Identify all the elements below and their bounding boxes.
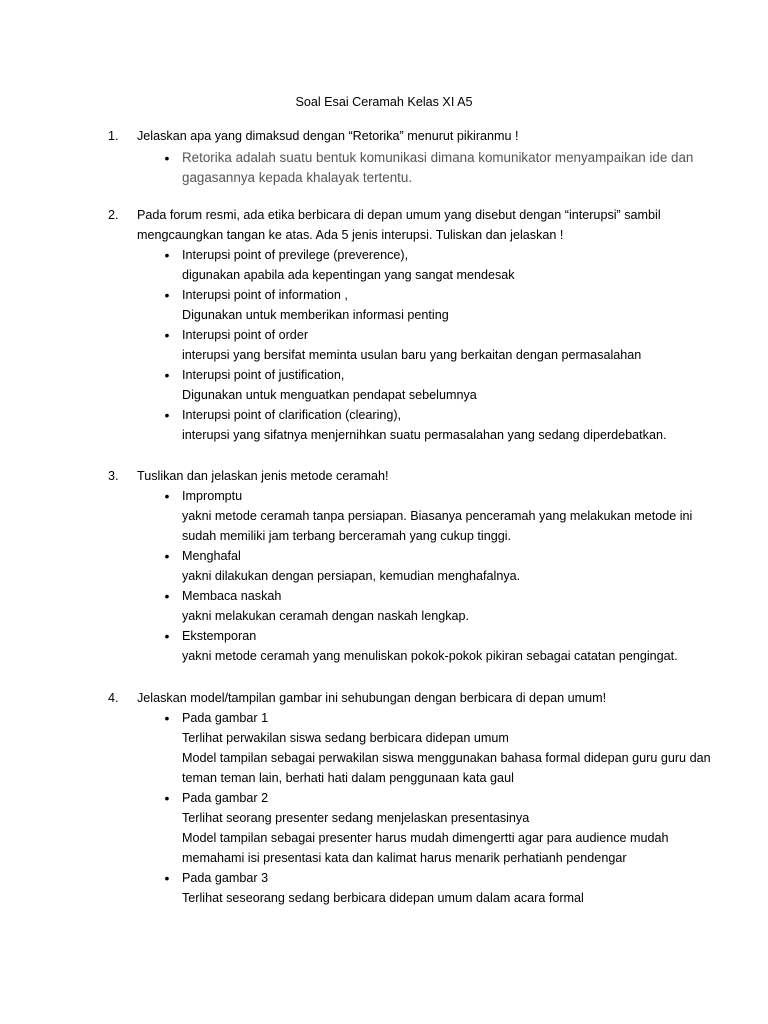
item-heading: Ekstemporan (182, 629, 257, 643)
item-heading: Interupsi point of order (182, 328, 309, 342)
bullet-icon: • (164, 327, 170, 343)
item-observation: Terlihat seorang presenter sedang menjelaskan presentasinya (182, 811, 530, 825)
item-description: interupsi yang bersifat meminta usulan baru yang berkaitan dengan permasalahan (182, 348, 642, 362)
list-item (158, 405, 718, 445)
item-heading: Pada gambar 2 (182, 791, 269, 805)
list-item (158, 626, 718, 666)
list-item (158, 245, 718, 285)
bullet-icon: • (164, 150, 170, 166)
item-heading: Menghafal (182, 549, 241, 563)
item-heading: Interupsi point of previlege (preverence), (182, 248, 409, 262)
document-title: Soal Esai Ceramah Kelas XI A5 (295, 95, 473, 109)
bullet-icon: • (164, 407, 170, 423)
list-item (158, 285, 718, 325)
question-text: Jelaskan apa yang dimaksud dengan “Retorika” menurut pikiranmu ! (137, 129, 519, 143)
item-heading: Interupsi point of clarification (clearing), (182, 408, 402, 422)
item-observation: Terlihat perwakilan siswa sedang berbicara didepan umum (182, 731, 509, 745)
answer-list (158, 486, 718, 666)
list-item (158, 486, 718, 546)
item-description: yakni dilakukan dengan persiapan, kemudian menghafalnya. (182, 569, 521, 583)
list-item (158, 788, 718, 868)
item-heading: Pada gambar 1 (182, 711, 269, 725)
list-item (158, 586, 718, 626)
item-description: digunakan apabila ada kepentingan yang sangat mendesak (182, 268, 515, 282)
bullet-icon: • (164, 488, 170, 504)
list-item (158, 868, 718, 908)
item-heading: Interupsi point of justification, (182, 368, 345, 382)
list-item (158, 708, 718, 788)
bullet-icon: • (164, 790, 170, 806)
item-description: interupsi yang sifatnya menjernihkan suatu permasalahan yang sedang diperdebatkan. (182, 428, 667, 442)
item-description: yakni melakukan ceramah dengan naskah lengkap. (182, 609, 470, 623)
bullet-icon: • (164, 870, 170, 886)
question-number: 4. (108, 691, 119, 705)
bullet-icon: • (164, 548, 170, 564)
bullet-icon: • (164, 367, 170, 383)
item-description: Digunakan untuk menguatkan pendapat sebelumnya (182, 388, 477, 402)
question-number: 1. (108, 129, 119, 143)
item-heading: Impromptu (182, 489, 243, 503)
item-heading: Pada gambar 3 (182, 871, 269, 885)
bullet-icon: • (164, 628, 170, 644)
question-text: Tuslikan dan jelaskan jenis metode ceramah! (137, 469, 389, 483)
list-item (158, 325, 718, 365)
bullet-icon: • (164, 588, 170, 604)
item-description: Model tampilan sebagai perwakilan siswa menggunakan bahasa formal didepan guru guru dan teman teman lain, berhati hati dalam penggunaan kata gaul (182, 751, 711, 785)
question-number: 2. (108, 208, 119, 222)
item-description: yakni metode ceramah yang menuliskan pokok-pokok pikiran sebagai catatan pengingat. (182, 649, 678, 663)
item-observation: Terlihat seseorang sedang berbicara didepan umum dalam acara formal (182, 891, 584, 905)
answer-text: Retorika adalah suatu bentuk komunikasi dimana komunikator menyampaikan ide dan gagasannya kepada khalayak tertentu. (182, 150, 694, 185)
item-description: yakni metode ceramah tanpa persiapan. Biasanya penceramah yang melakukan metode ini sudah memiliki jam terbang berceramah yang cukup tinggi. (182, 509, 693, 543)
item-heading: Interupsi point of information , (182, 288, 348, 302)
list-item (158, 546, 718, 586)
bullet-icon: • (164, 710, 170, 726)
list-item (158, 148, 718, 188)
list-item (158, 365, 718, 405)
question-text: Jelaskan model/tampilan gambar ini sehubungan dengan berbicara di depan umum! (137, 691, 607, 705)
item-description: Digunakan untuk memberikan informasi penting (182, 308, 449, 322)
item-description: Model tampilan sebagai presenter harus mudah dimengertti agar para audience mudah memahami isi presentasi kata dan kalimat harus menarik perhatianh pendengar (182, 831, 669, 865)
answer-list (158, 245, 718, 445)
item-heading: Membaca naskah (182, 589, 282, 603)
bullet-icon: • (164, 287, 170, 303)
answer-list (158, 708, 718, 908)
bullet-icon: • (164, 247, 170, 263)
question-number: 3. (108, 469, 119, 483)
question-text: Pada forum resmi, ada etika berbicara di depan umum yang disebut dengan “interupsi” sambil mengcaungkan tangan ke atas. Ada 5 jenis interupsi. Tuliskan dan jelaskan ! (137, 208, 661, 242)
answer-list (158, 148, 718, 188)
